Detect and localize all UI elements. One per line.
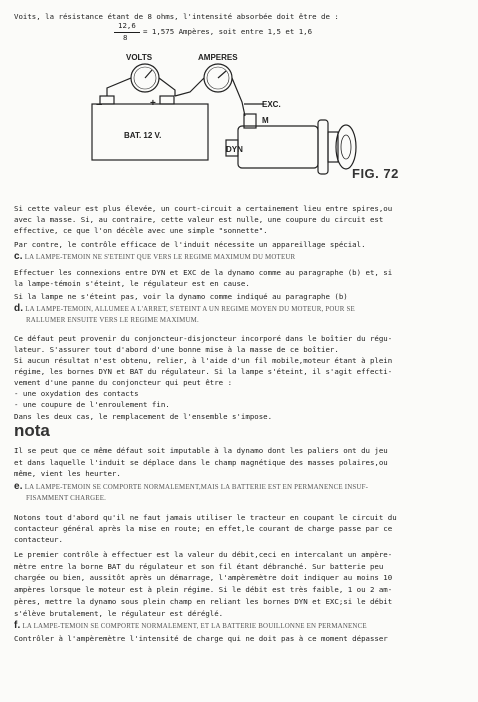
voltmeter-needle xyxy=(145,70,152,78)
label-amperes: AMPERES xyxy=(198,53,238,62)
nota-line: même, vient les heurter. xyxy=(14,469,121,478)
section-c-line: la lampe-témoin s'éteint, le régulateur est en cause. xyxy=(14,279,250,288)
para1-line: Si cette valeur est plus élevée, un court-circuit a certainement lieu entre spires,ou xyxy=(14,204,393,213)
figure-caption: FIG. 72 xyxy=(352,166,399,181)
section-e-title-cont: FISAMMENT CHARGEE. xyxy=(26,495,107,502)
section-e-line: contacteur général après la mise en route; en effet,le courant de charge passe par ce xyxy=(14,524,393,533)
label-dyn: DYN xyxy=(226,145,243,154)
section-c-title: LA LAMPE-TEMOIN NE S'ETEINT QUE VERS LE REGIME MAXIMUM DU MOTEUR xyxy=(24,254,296,261)
section-e-line: s'élève brutalement, le régulateur est déréglé. xyxy=(14,609,224,618)
label-volts: VOLTS xyxy=(126,53,153,62)
section-d-line: Dans les deux cas, le remplacement de l'ensemble s'impose. xyxy=(14,412,273,421)
label-minus: − xyxy=(96,99,103,111)
label-exc: EXC. xyxy=(262,100,281,109)
section-d-title: LA LAMPE-TEMOIN, ALLUMEE A L'ARRET, S'ETEINT A UN REGIME MOYEN DU MOTEUR, POUR SE xyxy=(25,306,355,313)
section-f-line: Contrôler à l'ampèremètre l'intensité de charge qui ne doit pas à ce moment dépasser xyxy=(14,634,388,643)
section-d-line: régime, les bornes DYN et BAT du régulateur. Si la lampe s'éteint, il s'agit effecti- xyxy=(14,367,393,376)
section-e-line: pères, mettre la dynamo sous plein champ en reliant les bornes DYN et EXC;si le débit xyxy=(14,597,393,606)
section-d-line: Si aucun résultat n'est obtenu, relier, à l'aide d'un fil mobile,moteur étant à plein xyxy=(14,356,393,365)
dynamo-body xyxy=(238,126,318,168)
section-d-line: - une oxydation des contacts xyxy=(14,389,139,398)
section-c-heading xyxy=(14,252,295,262)
section-e-line: contacteur. xyxy=(14,535,63,544)
section-d-title-cont: RALLUMER ENSUITE VERS LE REGIME MAXIMUM. xyxy=(26,317,199,324)
label-m: M xyxy=(262,116,269,125)
section-e-letter: e. xyxy=(14,481,23,492)
section-d-line: vement d'une panne du conjoncteur qui peut être : xyxy=(14,378,233,387)
section-e-line: Le premier contrôle à effectuer est la valeur du débit,ceci en intercalant un ampère- xyxy=(14,550,393,559)
section-f-title: LA LAMPE-TEMOIN SE COMPORTE NORMALEMENT, ET LA BATTERIE BOUILLONNE EN PERMANENCE xyxy=(22,623,367,630)
section-e-line: chargée ou bien, aussitôt après un démarrage, l'ampèremètre doit indiquer au moins 10 xyxy=(14,573,393,582)
fraction-result: = 1,575 Ampères, soit entre 1,5 et 1,6 xyxy=(143,27,313,36)
label-plus: + xyxy=(150,98,156,109)
section-e-line: Notons tout d'abord qu'il ne faut jamais utiliser le tracteur en coupant le circuit du xyxy=(14,513,397,522)
para1-line: avec la masse. Si, au contraire, cette valeur est nulle, une coupure du circuit est xyxy=(14,215,384,224)
fraction-denominator: 8 xyxy=(123,33,128,42)
section-e-line: mètre entre la borne BAT du régulateur et son fil étant débranché. Sur batterie peu xyxy=(14,562,384,571)
section-c-line: Si la lampe ne s'éteint pas, voir la dynamo comme indiqué au paragraphe (b) xyxy=(14,292,348,301)
intro-line: Voits, la résistance étant de 8 ohms, l'intensité absorbée doit être de : xyxy=(14,12,339,21)
nota-heading: nota xyxy=(14,421,50,440)
wire-ammeter-out xyxy=(232,78,245,116)
section-e-heading xyxy=(14,482,368,492)
nota-line: et dans laquelle l'induit se déplace dans le champ magnétique des masses polaires,ou xyxy=(14,458,388,467)
section-c-letter: c. xyxy=(14,251,23,262)
battery-terminal-positive xyxy=(160,96,174,104)
section-d-line: Ce défaut peut provenir du conjoncteur-disjoncteur incorporé dans le boîtier du régu- xyxy=(14,334,393,343)
fraction-numerator: 12,6 xyxy=(118,21,136,30)
ammeter-needle xyxy=(218,71,226,78)
wire-ammeter-in xyxy=(175,78,204,96)
dynamo-pulley-inner xyxy=(341,135,351,159)
section-d-heading xyxy=(14,304,355,314)
dynamo-flange xyxy=(318,120,328,174)
section-f-letter: f. xyxy=(14,620,21,631)
para1-line: effective, ce que l'on décèle avec une simple "sonnette". xyxy=(14,226,268,235)
section-d-letter: d. xyxy=(14,303,24,314)
nota-line: Il se peut que ce même défaut soit imputable à la dynamo dont les paliers ont du jeu xyxy=(14,446,388,455)
wire-voltmeter-positive xyxy=(159,78,175,96)
label-battery: BAT. 12 V. xyxy=(124,131,162,140)
wiring-diagram xyxy=(0,40,478,185)
para1-line: Par contre, le contrôle efficace de l'induit nécessite un appareillage spécial. xyxy=(14,240,366,249)
section-d-line: lateur. S'assurer tout d'abord d'une bonne mise à la masse de ce boîtier. xyxy=(14,345,339,354)
section-f-heading xyxy=(14,621,367,631)
section-c-line: Effectuer les connexions entre DYN et EXC de la dynamo comme au paragraphe (b) et, si xyxy=(14,268,393,277)
section-d-line: - une coupure de l'enroulement fin. xyxy=(14,400,170,409)
section-e-title: LA LAMPE-TEMOIN SE COMPORTE NORMALEMENT,MAIS LA BATTERIE EST EN PERMANENCE INSUF- xyxy=(24,484,369,491)
section-e-line: ampères lorsque le moteur est à plein régime. Si le débit est très faible, 1 ou 2 am- xyxy=(14,585,393,594)
dynamo-pulley xyxy=(336,125,356,169)
wire-voltmeter-negative xyxy=(107,78,131,96)
